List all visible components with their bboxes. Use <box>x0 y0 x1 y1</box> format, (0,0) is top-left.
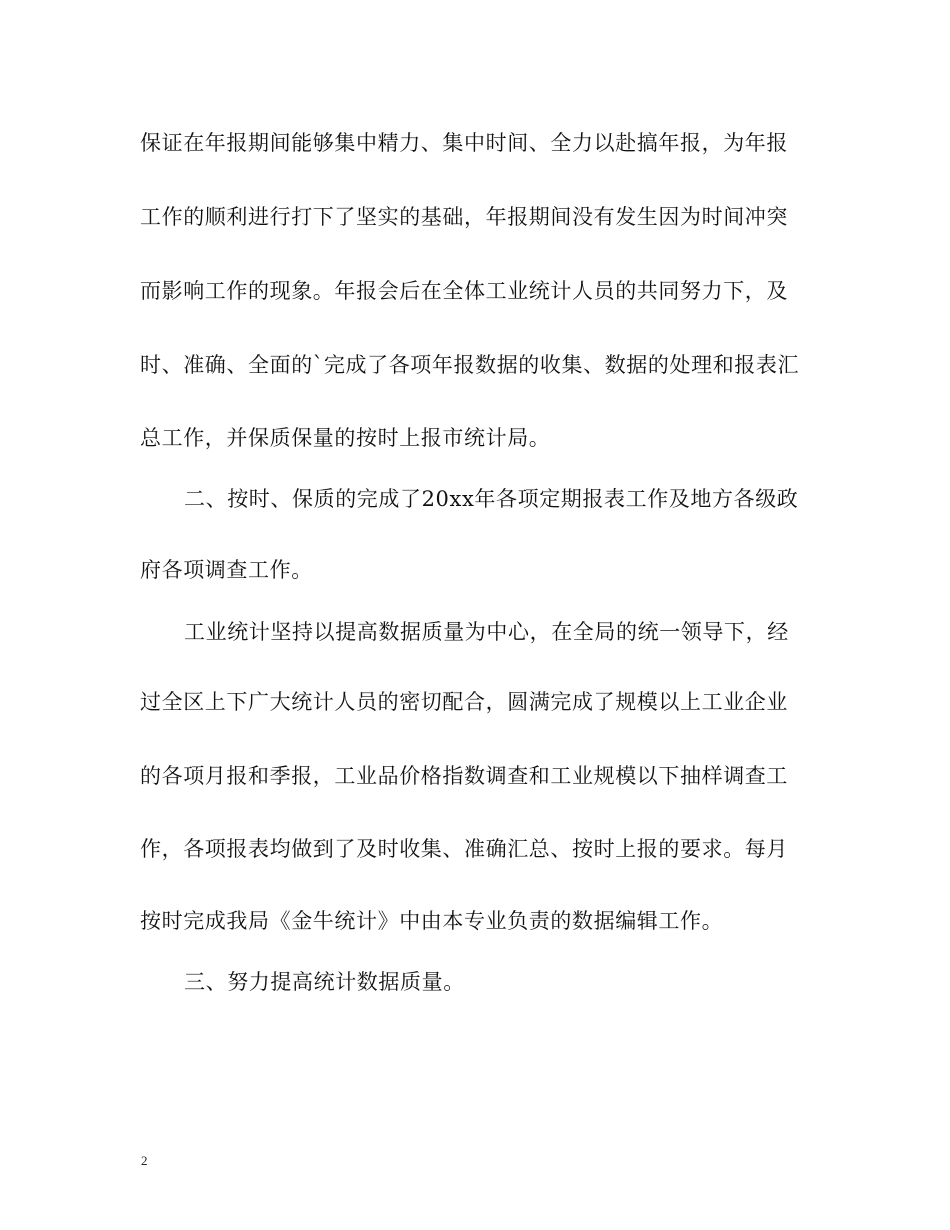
text-line-2: 工作的顺利进行打下了坚实的基础，年报期间没有发生因为时间冲突 <box>140 205 788 229</box>
text-line-4: 时、准确、全面的`完成了各项年报数据的收集、数据的处理和报表汇 <box>140 353 800 377</box>
text-line-5: 总工作，并保质保量的按时上报市统计局。 <box>140 426 551 450</box>
section-heading-2: 二、按时、保质的完成了20xx年各项定期报表工作及地方各级政 <box>184 487 799 511</box>
paragraph-start: 工业统计坚持以提高数据质量为中心，在全局的统一领导下，经 <box>184 620 789 644</box>
text-line-1: 保证在年报期间能够集中精力、集中时间、全力以赴搞年报，为年报 <box>140 131 788 155</box>
text-line-10: 的各项月报和季报，工业品价格指数调查和工业规模以下抽样调查工 <box>140 764 788 788</box>
text-line-3: 而影响工作的现象。年报会后在全体工业统计人员的共同努力下，及 <box>140 279 788 303</box>
text-line-11: 作，各项报表均做到了及时收集、准确汇总、按时上报的要求。每月 <box>140 837 788 861</box>
text-line-9: 过全区上下广大统计人员的密切配合，圆满完成了规模以上工业企业 <box>140 690 788 714</box>
text-line-7: 府各项调查工作。 <box>140 558 313 582</box>
text-line-12: 按时完成我局《金牛统计》中由本专业负责的数据编辑工作。 <box>140 909 724 933</box>
section-heading-3: 三、努力提高统计数据质量。 <box>184 970 465 994</box>
page-number: 2 <box>141 1153 148 1168</box>
